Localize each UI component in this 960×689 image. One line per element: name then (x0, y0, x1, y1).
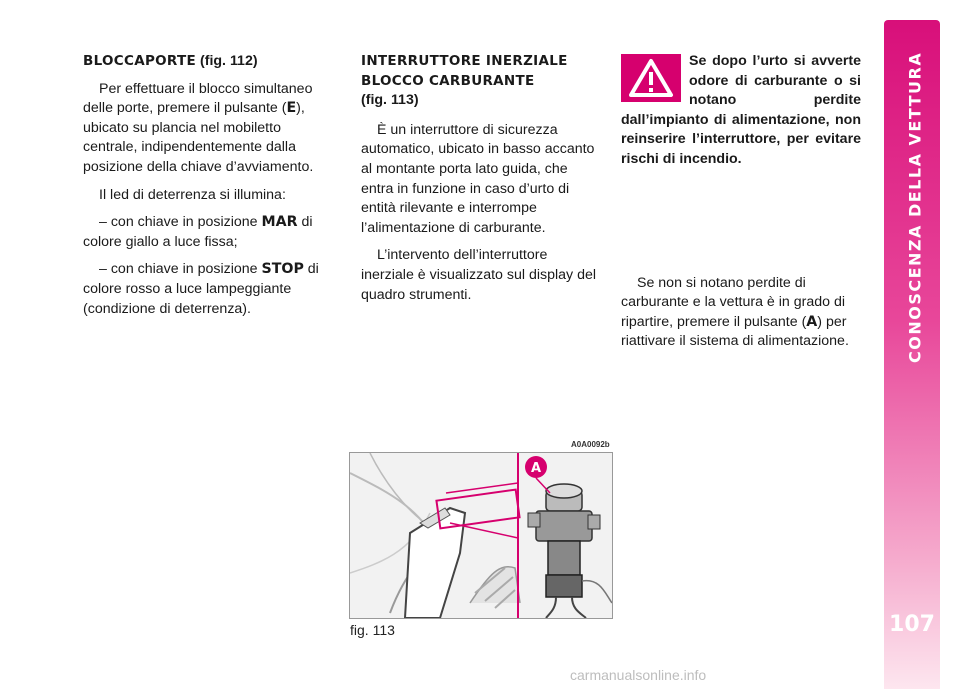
warning-box (621, 52, 861, 170)
paragraph: L’intervento dell’interruttore inerziale è visualizzato sul display del quadro strumenti. (361, 247, 597, 303)
paragraph: – con chiave in posizione MAR di colore giallo a luce fissa; (83, 214, 313, 250)
paragraph: È un interruttore di sicurezza automatico, ubicato in basso accanto al montante porta lato guida, che entra in funzione in caso d’urto di entità rilevante e interrompe l’alimentazione di carburante. (361, 121, 595, 236)
warning-triangle-icon (621, 54, 681, 102)
figure-code: A0A0092b (571, 440, 610, 449)
heading-bloccaporte: BLOCCAPORTE (fig. 112) (83, 53, 258, 69)
watermark: carmanualsonline.info (570, 667, 707, 683)
paragraph: Il led di deterrenza si illumina: (99, 186, 286, 203)
paragraph: Se non si notano perdite di carburante e la vettura è in grado di ripartire, premere il pulsante (A) per riattivare il sistema di alimentazione. (621, 274, 849, 350)
inertia-switch-illustration (350, 453, 612, 618)
warning-text: Se dopo l’urto si avverte odore di carburante o si notano perdite dall’impianto di alimentazione, non reinserire l’interruttore, per evitare rischi di incendio. (621, 53, 861, 167)
section-interruttore-inerziale (361, 52, 601, 313)
heading-interruttore: INTERRUTTORE INERZIALE BLOCCO CARBURANTE (fig. 113) (361, 53, 568, 109)
paragraph: Per effettuare il blocco simultaneo delle porte, premere il pulsante (E), ubicato su plancia nel mobiletto centrale, indipendentemente dalla posizione della chiave d’avviamento. (83, 80, 314, 175)
figure-caption: fig. 113 (350, 622, 395, 638)
callout-label: A (530, 461, 542, 476)
section-bloccaporte (83, 52, 323, 327)
fig-ref-112: (fig. 112) (200, 53, 258, 69)
figure-113 (349, 452, 613, 619)
paragraph: – con chiave in posizione STOP di colore rosso a luce lampeggiante (condizione di deterrenza). (83, 261, 319, 317)
page-number: 107 (889, 612, 935, 637)
fig-ref-113: (fig. 113) (361, 92, 419, 109)
chapter-title: CONOSCENZA DELLA VETTURA (905, 52, 925, 364)
section-warning (621, 52, 861, 360)
